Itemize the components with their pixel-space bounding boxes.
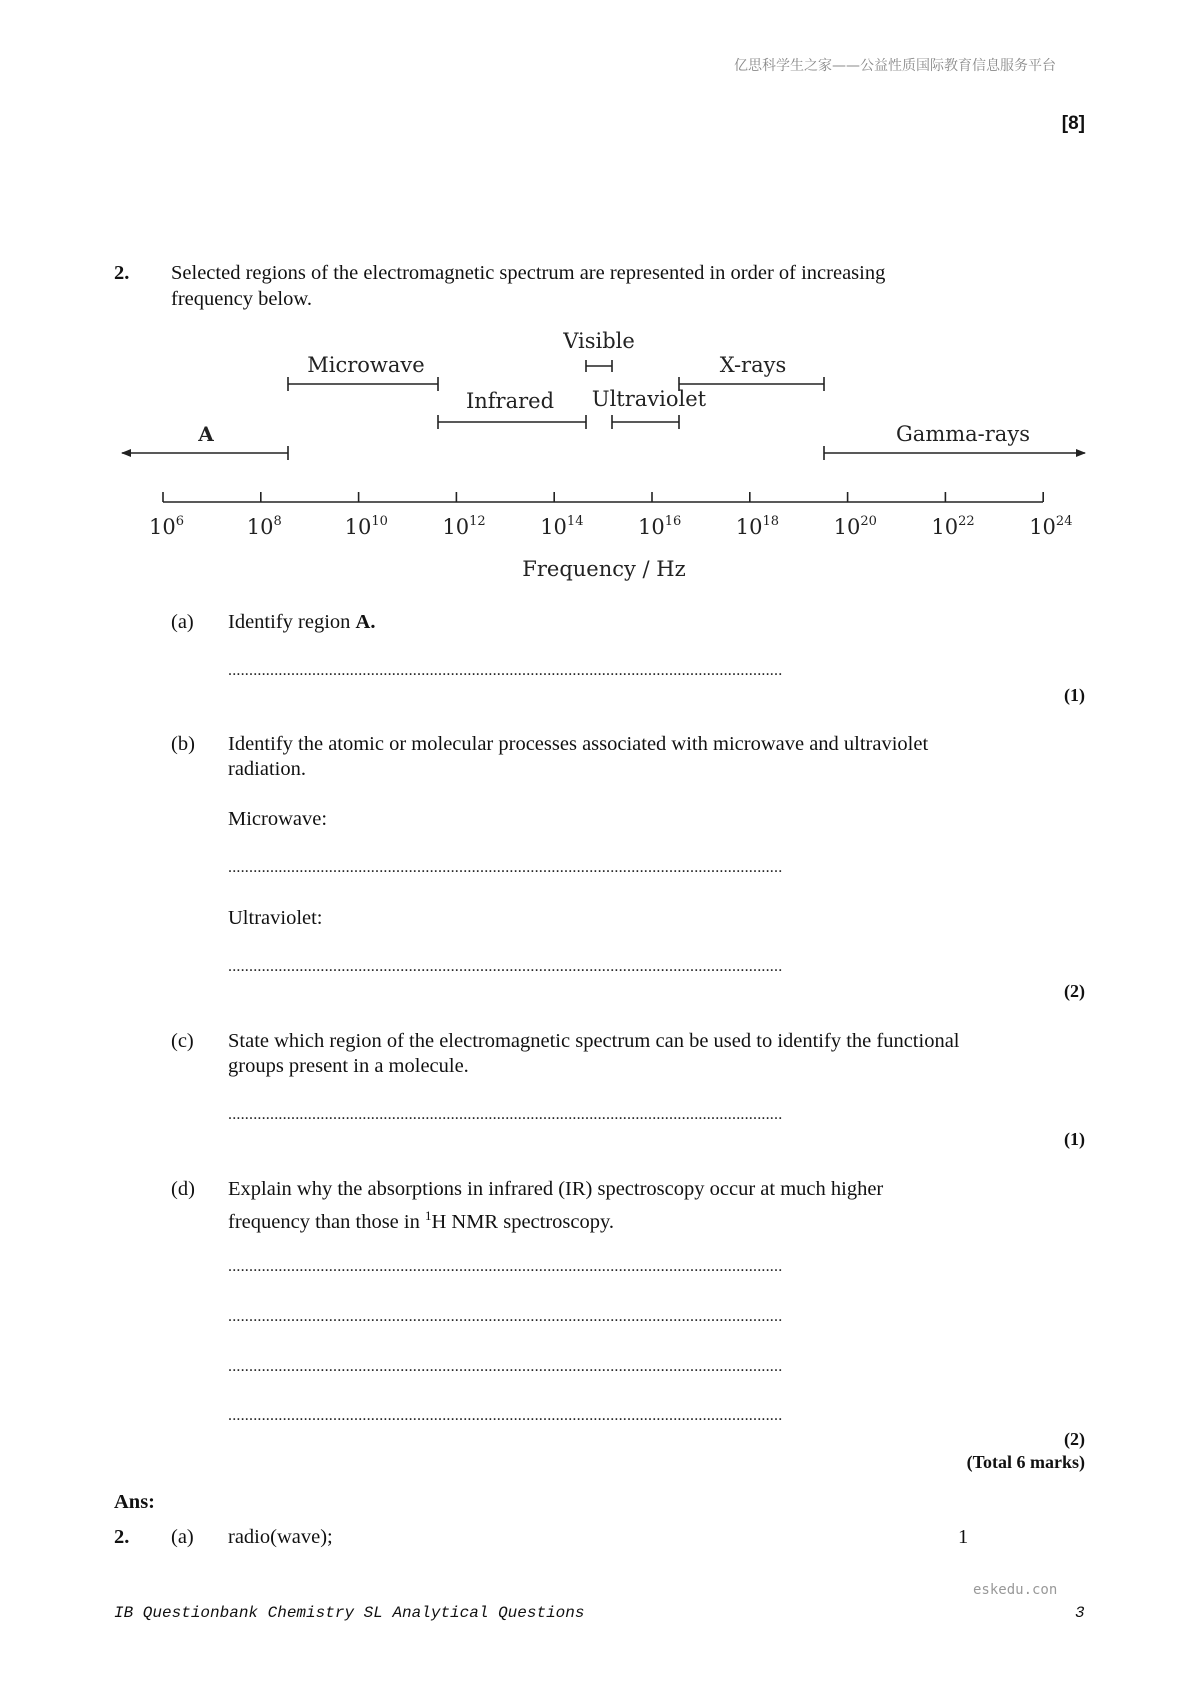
tick-label: $10^{10}$ [344, 514, 388, 539]
part-b-line2: radiation. [228, 758, 306, 780]
answer-line[interactable]: .................................................................................................................................... [228, 1407, 783, 1424]
part-b-microwave-label: Microwave: [228, 808, 328, 830]
part-c-marks: (1) [1064, 1129, 1085, 1149]
answer-number: 2. [114, 1526, 130, 1548]
part-a-question: Identify region A. [228, 611, 376, 633]
ultraviolet-label: Ultraviolet [591, 387, 707, 411]
tick-label: $10^{12}$ [442, 514, 486, 539]
question-stem-line2: frequency below. [171, 288, 312, 310]
tick-label: $10^{22}$ [931, 514, 975, 539]
page-number: 3 [1075, 1604, 1085, 1622]
answer-heading: Ans: [114, 1491, 156, 1513]
part-d-line1: Explain why the absorptions in infrared (IR) spectroscopy occur at much higher [228, 1178, 884, 1200]
part-d-line2: frequency than those in $^1$H NMR spectroscopy. [228, 1208, 615, 1233]
header-watermark: 亿思科学生之家——公益性质国际教育信息服务平台 [734, 58, 1056, 74]
tick-label: $10^8$ [246, 514, 282, 539]
tick-label: $10^{18}$ [735, 514, 780, 539]
region-a-label: A [198, 422, 214, 446]
visible-label: Visible [563, 329, 635, 353]
infrared-label: Infrared [465, 389, 555, 413]
total-marks: (Total 6 marks) [966, 1452, 1085, 1472]
answer-part: (a) [171, 1526, 194, 1548]
part-b-ultraviolet-label: Ultraviolet: [228, 907, 323, 929]
answer-text: radio(wave); [228, 1526, 333, 1548]
tick-label: $10^{16}$ [638, 514, 682, 539]
part-b-marks: (2) [1064, 981, 1085, 1001]
answer-line[interactable]: .................................................................................................................................... [228, 859, 783, 876]
part-d-marks: (2) [1064, 1429, 1085, 1449]
answer-line[interactable]: .................................................................................................................................... [228, 1106, 783, 1123]
tick-label: $10^{20}$ [833, 514, 877, 539]
gamma-label: Gamma-rays [896, 422, 1030, 446]
part-b-line1: Identify the atomic or molecular processes associated with microwave and ultraviolet [228, 733, 929, 755]
previous-question-marks: [8] [1061, 113, 1085, 134]
footer-title: IB Questionbank Chemistry SL Analytical Questions [114, 1604, 585, 1622]
answer-mark: 1 [958, 1526, 969, 1548]
answer-line[interactable]: .................................................................................................................................... [228, 1358, 783, 1375]
answer-line[interactable]: .................................................................................................................................... [228, 958, 783, 975]
tick-label: $10^{14}$ [540, 514, 584, 539]
answer-line[interactable]: .................................................................................................................................... [228, 1308, 783, 1325]
part-a-label: (a) [171, 611, 194, 633]
tick-label: $10^6$ [149, 514, 185, 539]
question-stem-line1: Selected regions of the electromagnetic spectrum are represented in order of increasing [171, 262, 886, 284]
part-d-label: (d) [171, 1178, 195, 1200]
part-c-line2: groups present in a molecule. [228, 1055, 469, 1077]
tick-label: $10^{24}$ [1029, 514, 1073, 539]
answer-line[interactable]: .................................................................................................................................... [228, 662, 783, 679]
microwave-label: Microwave [307, 353, 425, 377]
answer-line[interactable]: .................................................................................................................................... [228, 1258, 783, 1275]
part-c-label: (c) [171, 1030, 194, 1052]
part-b-label: (b) [171, 733, 195, 755]
axis-label: Frequency / Hz [522, 557, 686, 581]
em-spectrum-diagram [0, 320, 1191, 590]
footer-watermark: eskedu.con [973, 1582, 1058, 1598]
xrays-label: X-rays [719, 353, 787, 377]
question-number: 2. [114, 262, 130, 284]
part-c-line1: State which region of the electromagnetic spectrum can be used to identify the functional [228, 1030, 960, 1052]
part-a-marks: (1) [1064, 685, 1085, 705]
